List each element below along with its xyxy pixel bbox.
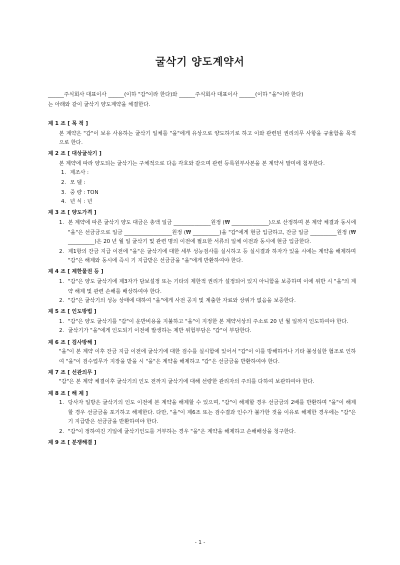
item-number: 2.	[59, 298, 65, 305]
item-number: 1.	[59, 400, 65, 407]
article-6	[48, 339, 356, 368]
article-9	[48, 439, 356, 449]
article-item	[48, 179, 356, 189]
article-paragraph: "갑"은 본 계약 체결이후 굴삭기의 인도 전까지 굴삭기에 대해 선량한 관리자의 주의를 다하여 보관하여야 한다.	[59, 379, 315, 386]
article-5	[48, 308, 356, 337]
item-number: 2.	[59, 248, 65, 255]
article-heading: 제 3 조 [ 양도가격 ]	[48, 210, 97, 217]
article-heading: 제 6 조 [ 검사방해 ]	[48, 339, 97, 346]
item-text: 년 식 : 년	[70, 199, 93, 206]
item-number: 1.	[59, 279, 65, 285]
article-heading: 제 8 조 [ 해 제 ]	[48, 390, 89, 397]
item-number: 2.	[59, 328, 65, 335]
article-item	[48, 248, 356, 267]
article-item	[48, 428, 356, 438]
article-item	[48, 297, 356, 307]
item-number: 3.	[61, 189, 67, 196]
article-4	[48, 268, 356, 306]
article-3	[48, 209, 356, 267]
item-number: 1.	[59, 318, 65, 325]
item-number: 4.	[61, 199, 67, 206]
article-8	[48, 390, 356, 438]
article-heading: 제 2 조 [ 대상굴삭기 ]	[48, 151, 102, 158]
article-item	[48, 318, 356, 328]
article-item	[48, 327, 356, 337]
item-number: 1.	[61, 170, 67, 177]
article-item	[48, 219, 356, 248]
item-text: "갑"은 양도 굴삭기를 "갑"이 운반비용을 지불하고 "을"이 지정한 본 계약서상의 주소로 20 년 월 일까지 인도하여야 한다.	[68, 318, 349, 325]
item-text: 당사자 일방은 굴삭기의 인도 이전에 본 계약을 해제할 수 있으며, "갑"이 해제할 경우 선금금의 2배를 반환하며 "을"이 해제할 경우 선금금을 포기하고 해제한다. 다만, "을"이 제6조 또는 검수결과 인수가 불가한 것을 이유로 해제한 경우에는 "갑"은 기 지급받은 선금금을 반환하여야 한다.	[68, 400, 356, 426]
item-number: 2.	[59, 428, 65, 435]
article-item	[48, 189, 356, 199]
article-item	[48, 198, 356, 208]
article-heading: 제 4 조 [ 제한물권 등 ]	[48, 269, 104, 276]
item-text: 제조사 :	[70, 170, 89, 177]
article-7	[48, 369, 356, 388]
article-paragraph: 본 계약은 "갑"이 보유 사용하는 굴삭기 일체를 "을"에게 유상으로 양도하기로 하고 이와 관련된 권리의무 사항을 규율함을 목적으로 한다.	[59, 130, 356, 147]
article-heading: 제 5 조 [ 인도방법 ]	[48, 309, 97, 316]
item-number: 2.	[61, 180, 67, 187]
item-text: 모 델 :	[70, 180, 86, 187]
article-paragraph: 본 계약에 따라 양도되는 굴삭기는 구체적으로 다음 각호와 같으며 관련 등록원부사본을 본 계약서 말미에 첨부한다.	[59, 160, 325, 167]
intro-line-1: ______주식회사 대표이사 ______(이하 "갑"이라 한다)와 ______주식회사 대표이사 ______(이하 "을"이라 한다)	[48, 92, 304, 98]
item-text: 굴삭기가 "을"에게 인도되기 이전에 발생하는 제반 위험부담은 "갑"이 부담한다.	[68, 328, 252, 335]
item-text: "갑"은 양도 굴삭기에 제3자가 담보설정 또는 기타의 제한적 권리가 설정되어 있지 아니함을 보증하며 이에 위반 시 "을"의 계약 해제 및 관련 손해를 배상하여야 한다.	[68, 279, 356, 295]
article-1	[48, 120, 356, 149]
articles-list	[48, 120, 356, 450]
article-2	[48, 150, 356, 208]
article-item	[48, 169, 356, 179]
item-text: 중 량 : TON	[70, 189, 99, 196]
document-title: 굴삭기 양도계약서	[155, 56, 245, 68]
article-item	[48, 399, 356, 428]
article-heading: 제 1 조 [ 목 적 ]	[48, 121, 89, 127]
article-paragraph: "을"이 본 계약 이후 잔금 지급 이전에 굴삭기에 대한 검수를 실시함에 있어서 "갑"이 이를 방해하거나 기타 불성실한 협조로 인하여 "을"이 검수업무가 지장을 받을 시 "을"은 계약을 해제하고 "갑"은 선금금을 반환하여야 한다.	[59, 349, 356, 365]
article-heading: 제 9 조 [ 분쟁해결 ]	[48, 440, 97, 446]
article-heading: 제 7 조 [ 선관의무 ]	[48, 369, 97, 376]
item-number: 1.	[59, 219, 65, 226]
intro-line-2: 는 아래와 같이 굴삭기 양도계약을 체결한다.	[48, 102, 151, 108]
item-text: "갑"은 굴삭기의 성능 상태에 대하여 "을"에게 사전 공지 및 계출한 자료와 상위가 없음을 보증한다.	[68, 298, 296, 305]
item-text: "갑"이 정하여진 기일에 굴삭기인도를 거부하는 경우 "을"은 계약을 해제하고 손해배상을 청구한다.	[68, 428, 296, 435]
page-number: - 1 -	[194, 540, 206, 546]
intro-paragraph	[48, 90, 356, 110]
item-text: 제1항의 잔금 지급 이전에 "을"은 굴삭기에 대한 세부 성능검사를 실시하고 등 실시결과 하자가 있을 시에는 계약을 해제하며 "갑"은 해제와 동시에 즉시 기 지급받은 선금금을 "을"에게 반환하여야 한다.	[68, 248, 356, 265]
article-item	[48, 278, 356, 297]
item-text: 본 계약에 따른 굴삭기 양도 대금은 총액 일금 ______________원정 (₩ ______________)으로 산정하며 본 계약 체결과 동시에 "을"은 선금금으로 일금 __________________원정 (₩ __________)을 "갑"에게 현금 입금하고, 잔금 일금 __________원정 (₩ __________)은 20 년 월 일 굴삭기 및 관련 명의 이전에 필요한 서류의 일체 이전과 동시에 현금 입금한다.	[68, 219, 356, 246]
